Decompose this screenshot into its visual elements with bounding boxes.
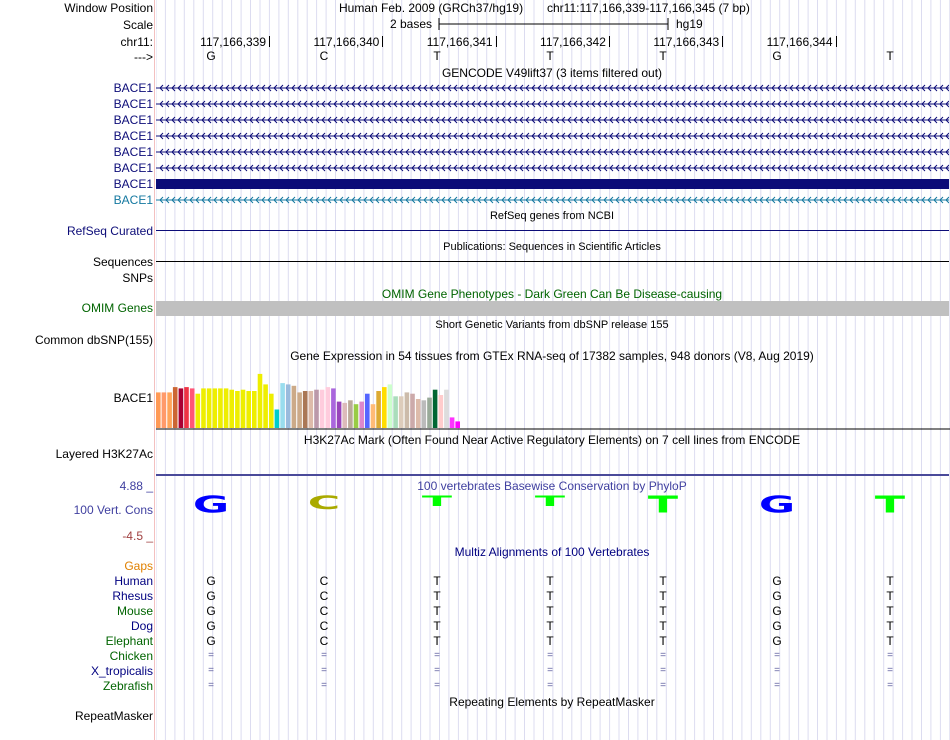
gtex-tissue-bar[interactable]: [269, 394, 274, 428]
multiz-base: =: [434, 680, 440, 691]
ruler-coord: 117,166,339: [200, 35, 266, 49]
gtex-tissue-bar[interactable]: [331, 388, 336, 428]
gencode-row-label[interactable]: BACE1: [113, 81, 153, 95]
gtex-tissue-bar[interactable]: [422, 400, 427, 428]
multiz-base: =: [434, 650, 440, 661]
gtex-tissue-bar[interactable]: [162, 392, 167, 428]
cons-logo-base: T: [421, 492, 453, 510]
scale-value: 2 bases: [390, 17, 433, 31]
cons-logo-base: G: [192, 492, 230, 519]
gencode-row-label[interactable]: BACE1: [113, 97, 153, 111]
multiz-base: =: [321, 650, 327, 661]
gencode-intron-line[interactable]: [156, 195, 949, 205]
h3k27ac-baseline: [156, 474, 949, 476]
multiz-title: Multiz Alignments of 100 Vertebrates: [454, 545, 650, 559]
gtex-tissue-bar[interactable]: [297, 392, 302, 428]
ruler-base: T: [886, 49, 894, 63]
multiz-base: =: [774, 665, 780, 676]
gtex-tissue-bar[interactable]: [320, 390, 325, 428]
multiz-base: T: [886, 604, 894, 618]
cons-logo-base: G: [758, 492, 796, 519]
chrom-label: chr11:: [120, 35, 153, 49]
multiz-base: =: [547, 650, 553, 661]
multiz-base: =: [208, 650, 214, 661]
repeatmasker-title: Repeating Elements by RepeatMasker: [449, 695, 655, 709]
gtex-tissue-bar[interactable]: [342, 403, 347, 428]
gtex-tissue-bar[interactable]: [218, 388, 223, 428]
gtex-tissue-bar[interactable]: [371, 404, 376, 428]
ruler-coord: 117,166,340: [313, 35, 380, 49]
ruler-coord: 117,166,341: [426, 35, 493, 49]
gencode-intron-line[interactable]: [156, 115, 949, 125]
multiz-base: =: [208, 680, 214, 691]
dbsnp-label[interactable]: Common dbSNP(155): [34, 333, 153, 347]
multiz-base: T: [659, 574, 667, 588]
cons-title: 100 vertebrates Basewise Conservation by PhyloP: [417, 479, 687, 493]
gtex-tissue-bar[interactable]: [433, 390, 438, 428]
gtex-label[interactable]: BACE1: [113, 391, 153, 405]
multiz-base: T: [659, 604, 667, 618]
multiz-species-label[interactable]: Elephant: [105, 634, 153, 648]
multiz-species-label[interactable]: Zebrafish: [102, 679, 153, 693]
dbsnp-title: Short Genetic Variants from dbSNP release 155: [435, 319, 669, 331]
gtex-tissue-bar[interactable]: [286, 384, 291, 428]
ruler-coord: 117,166,342: [540, 35, 606, 49]
ruler-base: T: [659, 49, 667, 63]
multiz-base: G: [206, 619, 216, 633]
multiz-base: C: [319, 574, 329, 588]
scale-db: hg19: [676, 17, 703, 31]
gtex-tissue-bar[interactable]: [190, 388, 195, 428]
multiz-base: T: [659, 619, 667, 633]
gtex-tissue-bar[interactable]: [224, 388, 229, 428]
publications-title: Publications: Sequences in Scientific Articles: [443, 241, 661, 253]
gtex-tissue-bar[interactable]: [201, 388, 206, 428]
gtex-tissue-bar[interactable]: [382, 387, 387, 428]
gtex-tissue-bar[interactable]: [263, 384, 268, 428]
multiz-base: T: [433, 619, 441, 633]
multiz-species-label[interactable]: Rhesus: [112, 589, 153, 603]
gtex-title: Gene Expression in 54 tissues from GTEx RNA-seq of 17382 samples, 948 donors (V8, Aug 2019): [290, 349, 814, 363]
gtex-tissue-bar[interactable]: [173, 387, 178, 428]
gtex-tissue-bar[interactable]: [410, 394, 415, 428]
multiz-base: =: [208, 665, 214, 676]
gencode-intron-line[interactable]: [156, 163, 949, 173]
multiz-species-label[interactable]: Chicken: [109, 649, 153, 663]
gtex-tissue-bar[interactable]: [184, 387, 189, 428]
gtex-tissue-bar[interactable]: [439, 395, 444, 428]
multiz-base: T: [546, 604, 554, 618]
gtex-tissue-bar[interactable]: [399, 396, 404, 428]
gtex-tissue-bar[interactable]: [354, 404, 359, 428]
gencode-title: GENCODE V49lift37 (3 items filtered out): [441, 66, 663, 80]
gtex-tissue-bar[interactable]: [314, 390, 319, 428]
gencode-row-label[interactable]: BACE1: [113, 177, 153, 191]
strand-label: --->: [134, 50, 153, 64]
multiz-base: =: [887, 665, 893, 676]
multiz-base: G: [206, 589, 216, 603]
gtex-tissue-bar[interactable]: [303, 391, 308, 428]
cons-min: -4.5 _: [122, 529, 153, 543]
snps-label[interactable]: SNPs: [122, 271, 153, 285]
multiz-base: T: [433, 574, 441, 588]
gencode-exon-bar[interactable]: [156, 179, 949, 189]
scale-label: Scale: [122, 18, 153, 32]
label-divider: [154, 0, 155, 740]
multiz-base: T: [659, 589, 667, 603]
gtex-tissue-bar[interactable]: [275, 410, 280, 429]
multiz-base: =: [547, 680, 553, 691]
gtex-tissue-bar[interactable]: [292, 386, 297, 428]
window-position-label: Window Position: [64, 1, 153, 15]
refseq-label[interactable]: RefSeq Curated: [66, 224, 153, 238]
ruler-tick: [722, 36, 723, 47]
gtex-tissue-bar[interactable]: [229, 390, 234, 428]
gtex-tissue-bar[interactable]: [359, 402, 364, 428]
multiz-species-label[interactable]: X_tropicalis: [90, 664, 153, 678]
window-position-value[interactable]: chr11:117,166,339-117,166,345 (7 bp): [547, 1, 750, 15]
multiz-base: G: [772, 574, 782, 588]
ruler-base: T: [433, 49, 441, 63]
multiz-base: T: [886, 619, 894, 633]
ruler-coord: 117,166,343: [653, 35, 720, 49]
multiz-base: G: [772, 619, 782, 633]
ruler-base: T: [546, 49, 554, 63]
multiz-base: T: [546, 634, 554, 648]
refseq-title: RefSeq genes from NCBI: [489, 210, 615, 222]
gtex-tissue-bar[interactable]: [348, 400, 353, 428]
gtex-tissue-bar[interactable]: [246, 391, 251, 428]
gencode-row-label[interactable]: BACE1: [113, 145, 153, 159]
publications-label[interactable]: Sequences: [92, 255, 153, 269]
multiz-base: =: [660, 665, 666, 676]
h3k27ac-title: H3K27Ac Mark (Often Found Near Active Regulatory Elements) on 7 cell lines from ENCODE: [303, 433, 801, 447]
gencode-intron-line[interactable]: [156, 83, 949, 93]
gtex-tissue-bar[interactable]: [241, 390, 246, 428]
multiz-base: T: [886, 574, 894, 588]
multiz-base: T: [433, 604, 441, 618]
multiz-base: T: [546, 574, 554, 588]
gencode-intron-line[interactable]: [156, 147, 949, 157]
gtex-tissue-bar[interactable]: [388, 384, 393, 428]
assembly-title: Human Feb. 2009 (GRCh37/hg19): [339, 1, 524, 15]
scale-bar: [438, 17, 670, 31]
publications-line: [156, 261, 949, 262]
ruler-tick: [269, 36, 270, 47]
gtex-tissue-bar[interactable]: [444, 390, 449, 428]
ruler-base: C: [319, 49, 329, 63]
gtex-tissue-bar[interactable]: [416, 399, 421, 428]
multiz-base: G: [206, 634, 216, 648]
gencode-row-label[interactable]: BACE1: [113, 193, 153, 207]
multiz-base: =: [774, 650, 780, 661]
multiz-base: =: [660, 680, 666, 691]
gencode-intron-line[interactable]: [156, 99, 949, 109]
multiz-species-label[interactable]: Human: [114, 574, 153, 588]
gtex-tissue-bar[interactable]: [376, 391, 381, 428]
multiz-base: T: [886, 589, 894, 603]
gencode-row-label[interactable]: BACE1: [113, 113, 153, 127]
gtex-tissue-bar[interactable]: [207, 388, 212, 428]
gtex-tissue-bar[interactable]: [179, 388, 184, 428]
gtex-tissue-bar[interactable]: [258, 374, 263, 428]
cons-logo-base: T: [874, 492, 906, 519]
multiz-base: =: [547, 665, 553, 676]
gtex-tissue-bar[interactable]: [309, 391, 314, 428]
multiz-base: G: [772, 589, 782, 603]
gtex-tissue-bar[interactable]: [337, 402, 342, 428]
multiz-base: =: [887, 680, 893, 691]
ruler-tick: [836, 36, 837, 47]
gtex-tissue-bar[interactable]: [455, 421, 460, 428]
ruler-coord: 117,166,344: [766, 35, 833, 49]
h3k27ac-label[interactable]: Layered H3K27Ac: [55, 447, 153, 461]
gtex-bar-chart[interactable]: [156, 362, 950, 432]
multiz-base: T: [886, 634, 894, 648]
multiz-base: C: [319, 634, 329, 648]
multiz-base: =: [321, 665, 327, 676]
gtex-tissue-bar[interactable]: [450, 417, 455, 428]
gtex-tissue-bar[interactable]: [235, 391, 240, 428]
refseq-line: [156, 230, 949, 231]
gaps-label: Gaps: [124, 559, 153, 573]
multiz-base: =: [887, 650, 893, 661]
multiz-base: T: [546, 589, 554, 603]
cons-logo-base: C: [307, 492, 341, 515]
gencode-row-label[interactable]: BACE1: [113, 129, 153, 143]
gtex-tissue-bar[interactable]: [280, 383, 285, 428]
multiz-base: =: [321, 680, 327, 691]
gtex-tissue-bar[interactable]: [405, 392, 410, 428]
multiz-base: C: [319, 604, 329, 618]
multiz-base: G: [772, 604, 782, 618]
gencode-row-label[interactable]: BACE1: [113, 161, 153, 175]
multiz-base: =: [660, 650, 666, 661]
multiz-base: =: [774, 680, 780, 691]
ruler-base: G: [772, 49, 782, 63]
gencode-intron-line[interactable]: [156, 131, 949, 141]
gtex-tissue-bar[interactable]: [393, 396, 398, 428]
gtex-tissue-bar[interactable]: [326, 387, 331, 428]
gtex-tissue-bar[interactable]: [365, 394, 370, 428]
gtex-tissue-bar[interactable]: [427, 398, 432, 428]
multiz-base: =: [434, 665, 440, 676]
ruler-tick: [609, 36, 610, 47]
multiz-base: C: [319, 619, 329, 633]
gtex-tissue-bar[interactable]: [252, 391, 257, 428]
cons-label[interactable]: 100 Vert. Cons: [73, 503, 153, 517]
omim-label[interactable]: OMIM Genes: [81, 301, 153, 315]
multiz-species-label[interactable]: Mouse: [116, 604, 153, 618]
multiz-base: T: [433, 634, 441, 648]
multiz-base: T: [433, 589, 441, 603]
gtex-tissue-bar[interactable]: [156, 392, 161, 428]
multiz-base: T: [659, 634, 667, 648]
multiz-base: G: [772, 634, 782, 648]
cons-logo-base: T: [534, 492, 566, 510]
omim-title: OMIM Gene Phenotypes - Dark Green Can Be Disease-causing: [381, 287, 723, 301]
multiz-base: C: [319, 589, 329, 603]
omim-bar[interactable]: [156, 301, 949, 316]
multiz-species-label[interactable]: Dog: [130, 619, 153, 633]
ruler-tick: [382, 36, 383, 47]
ruler-base: G: [206, 49, 216, 63]
multiz-base: G: [206, 574, 216, 588]
gtex-tissue-bar[interactable]: [196, 394, 201, 428]
ruler-tick: [496, 36, 497, 47]
cons-logo-base: T: [647, 492, 679, 519]
cons-max: 4.88 _: [119, 479, 153, 493]
gtex-tissue-bar[interactable]: [167, 392, 172, 428]
multiz-base: T: [546, 619, 554, 633]
gtex-tissue-bar[interactable]: [213, 388, 218, 428]
multiz-base: G: [206, 604, 216, 618]
repeatmasker-label[interactable]: RepeatMasker: [74, 709, 153, 723]
